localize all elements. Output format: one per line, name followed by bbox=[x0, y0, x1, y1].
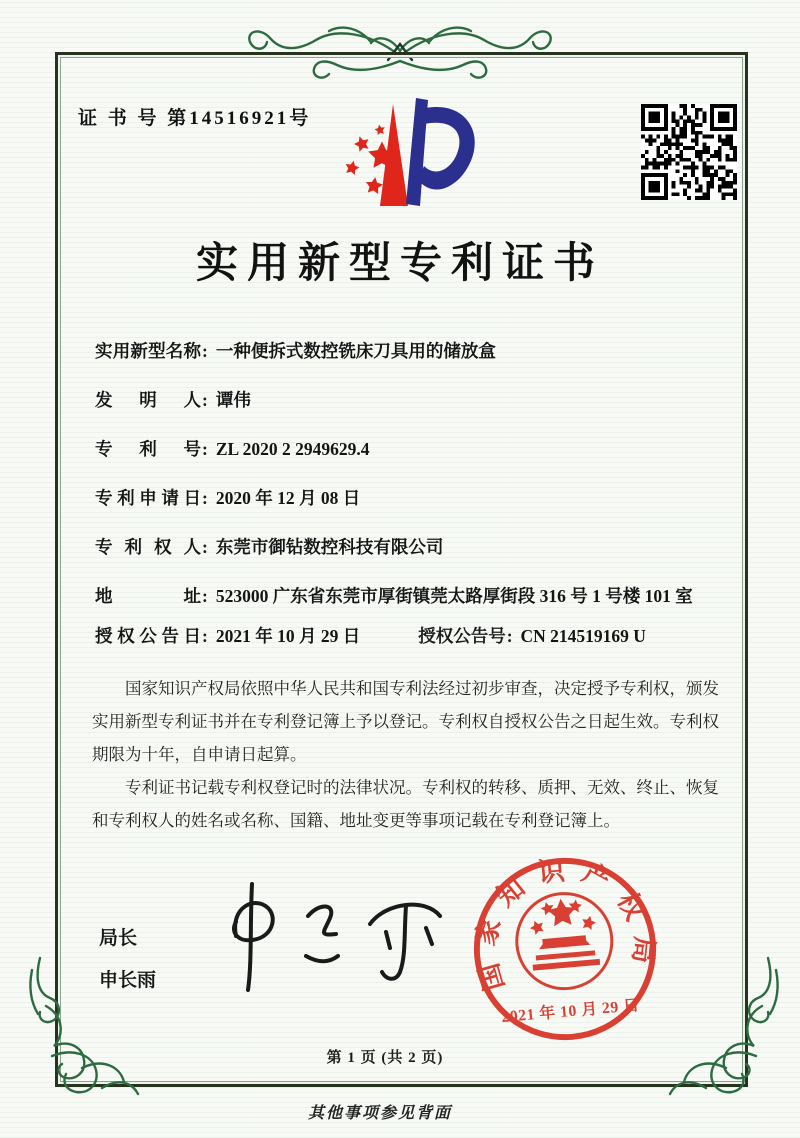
field-colon: : bbox=[202, 586, 208, 606]
field-row-grant-number bbox=[418, 621, 646, 651]
field-colon: : bbox=[202, 439, 208, 459]
field-row-application-date bbox=[95, 483, 723, 513]
official-title: 局长 bbox=[99, 928, 138, 949]
field-value: 东莞市御钻数控科技有限公司 bbox=[215, 537, 444, 557]
field-row-patent-number bbox=[95, 434, 723, 464]
field-value: CN 214519169 U bbox=[520, 626, 646, 646]
field-value: 2020 年 12 月 08 日 bbox=[215, 488, 361, 508]
field-label: 授权公告日 bbox=[95, 626, 201, 646]
legal-text bbox=[92, 672, 724, 837]
qr-code bbox=[641, 104, 737, 200]
field-label: 发明人 bbox=[95, 390, 201, 410]
field-value: 一种便拆式数控铣床刀具用的储放盒 bbox=[215, 341, 496, 361]
field-row-utility-model-name bbox=[95, 336, 723, 366]
field-label: 实用新型名称 bbox=[95, 341, 201, 361]
field-colon: : bbox=[202, 488, 208, 508]
field-row-inventor bbox=[95, 385, 723, 415]
field-label: 专利号 bbox=[95, 439, 201, 459]
cnipa-official-seal bbox=[458, 842, 673, 1057]
field-row-address bbox=[95, 581, 723, 611]
official-name: 申长雨 bbox=[99, 970, 157, 991]
field-value: 523000 广东省东莞市厚街镇莞太路厚街段 316 号 1 号楼 101 室 bbox=[215, 586, 693, 606]
field-label: 专利申请日 bbox=[95, 488, 201, 508]
official-block bbox=[99, 918, 156, 1002]
seal-ring-text: 国家知识产权局 bbox=[469, 854, 660, 994]
field-colon: : bbox=[202, 390, 208, 410]
field-label: 地址 bbox=[95, 586, 201, 606]
certificate-fields bbox=[95, 336, 723, 670]
field-value: ZL 2020 2 2949629.4 bbox=[215, 439, 370, 459]
svg-text:国家知识产权局 bbox=[462, 848, 664, 995]
field-colon: : bbox=[202, 626, 208, 646]
field-label: 专利权人 bbox=[95, 537, 201, 557]
field-colon: : bbox=[202, 537, 208, 557]
field-value: 2021 年 10 月 29 日 bbox=[215, 626, 361, 646]
legal-paragraph-2: 专利证书记载专利权登记时的法律状况。专利权的转移、质押、无效、终止、恢复和专利权人的姓名或名称、国籍、地址变更等事项记载在专利登记簿上。 bbox=[92, 778, 719, 830]
seal-date: 2021 年 10 月 29 日 bbox=[500, 997, 641, 1027]
national-emblem-icon bbox=[513, 890, 616, 993]
field-row-grant-date bbox=[95, 621, 723, 651]
commissioner-signature bbox=[190, 872, 450, 1012]
cnipa-logo-icon bbox=[330, 92, 480, 227]
field-value: 谭伟 bbox=[215, 390, 251, 410]
certificate-number: 证 书 号 第14516921号 bbox=[78, 108, 312, 129]
field-label: 授权公告号 bbox=[418, 626, 506, 646]
back-note: 其他事项参见背面 bbox=[307, 1105, 452, 1122]
field-row-patentee bbox=[95, 532, 723, 562]
certificate-title: 实用新型专利证书 bbox=[195, 241, 604, 287]
field-colon: : bbox=[202, 341, 208, 361]
field-colon: : bbox=[506, 626, 513, 646]
legal-paragraph-1: 国家知识产权局依照中华人民共和国专利法经过初步审查，决定授予专利权，颁发实用新型专利证书并在专利登记簿上予以登记。专利权自授权公告之日起生效。专利权期限为十年，自申请日起算。 bbox=[92, 679, 719, 764]
page-number: 第 1 页 (共 2 页) bbox=[326, 1050, 444, 1066]
